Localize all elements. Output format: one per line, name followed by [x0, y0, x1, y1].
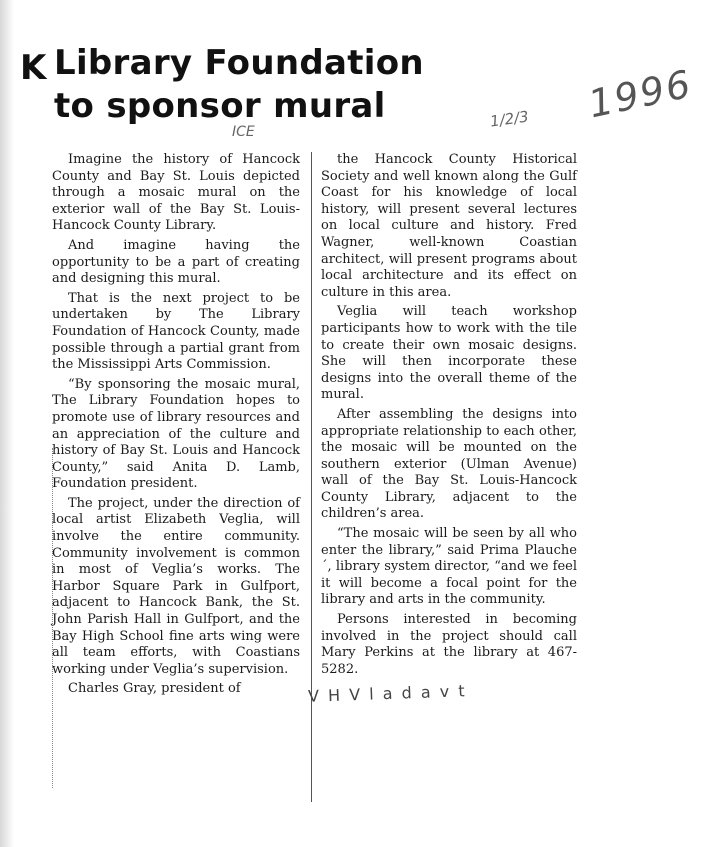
headline-line-1: Library Foundation: [54, 43, 424, 83]
paragraph: Imagine the history of Hancock County and Bay St. Louis depicted through a mosaic mural on the exterior wall of the Bay St. Louis-Hancock County Library.: [52, 152, 300, 234]
article-column-right: [321, 152, 577, 681]
scan-edge-shadow: [0, 0, 14, 847]
headline: [54, 42, 524, 128]
paragraph: And imagine having the opportunity to be a part of creating and designing this mural.: [52, 237, 300, 287]
handwritten-scribble-ice: ICE: [232, 124, 255, 140]
paragraph: “By sponsoring the mosaic mural, The Library Foundation hopes to promote use of library resources and an appreciation of the culture and history of Bay St. Louis and Hancock County,” said Anita D. Lamb, Foundation president.: [52, 376, 300, 492]
paragraph: Persons interested in becoming involved in the project should call Mary Perkins at the library at 467-5282.: [321, 612, 577, 677]
paragraph: Charles Gray, president of: [68, 681, 241, 697]
corner-mark: K: [20, 48, 47, 88]
handwritten-scribble-right: 1/2/3: [488, 107, 530, 131]
paragraph: “The mosaic will be seen by all who enter the library,” said Prima Plauche´, library system director, “and we feel it will become a focal point for the library and arts in the community.: [321, 526, 577, 608]
paragraph: That is the next project to be undertaken by The Library Foundation of Hancock County, made possible through a partial grant from the Mississippi Arts Commission.: [52, 290, 300, 373]
article-column-left: [52, 152, 300, 701]
paragraph: Veglia will teach workshop participants how to work with the tile to create their own mosaic designs. She will then incorporate these designs into the overall theme of the mural.: [321, 304, 577, 403]
headline-line-2: to sponsor mural: [54, 86, 386, 126]
handwritten-overlay: V H V l a d a v t: [307, 681, 467, 706]
paragraph: After assembling the designs into appropriate relationship to each other, the mosaic will be mounted on the southern exterior (Ulman Avenue) wall of the Bay St. Louis-Hancock County Library, adjacent to the children’s area.: [321, 406, 577, 522]
paragraph: The project, under the direction of local artist Elizabeth Veglia, will involve the entire community. Community involvement is common in most of Veglia’s works. The Harbor Square Park in Gulfport, adjacent to Hancock Bank, the St. John Parish Hall in Gulfport, and the Bay High School fine arts wing were all team efforts, with Coastians working under Veglia’s supervision.: [52, 495, 300, 677]
paragraph: the Hancock County Historical Society and well known along the Gulf Coast for his knowledge of local history, will present several lectures on local culture and history. Fred Wagner, well-known Coastian architect, will present programs about local architecture and its effect on culture in this area.: [321, 152, 577, 300]
handwritten-year: 1996: [584, 61, 697, 127]
